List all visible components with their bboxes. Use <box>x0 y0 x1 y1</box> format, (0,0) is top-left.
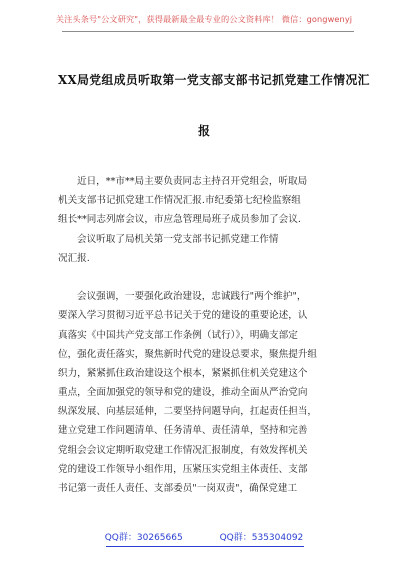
footer-qq-group-2: QQ群：535304092 <box>219 533 304 543</box>
footer-qq-group-1: QQ群：30265665 <box>104 533 183 543</box>
body-line: 织力，紧紧抓住政治建设这个根本，紧紧抓住机关党建这个 <box>58 367 308 379</box>
body-line: 真落实《中国共产党支部工作条例（试行）》，明确支部定 <box>58 329 298 341</box>
body-line: 组长**同志列席会议，市应急管理局班子成员参加了会议. <box>58 214 301 226</box>
document-body <box>58 172 356 498</box>
body-line: 位，强化责任落实，聚焦新时代党的建设总要求，聚焦提升组 <box>58 348 318 360</box>
body-line: 重点，全面加强党的领导和党的建设，推动全面从严治党向 <box>58 387 308 399</box>
footer-underline <box>106 546 304 547</box>
body-line: 况汇报. <box>58 252 90 264</box>
body-line: 会议听取了局机关第一党支部书记抓党建工作情 <box>77 233 279 245</box>
footer-contacts <box>0 530 408 543</box>
document-title-continuation: 报 <box>198 124 210 138</box>
body-line: 近日，**市**局主要负责同志主持召开党组会，听取局 <box>77 176 308 187</box>
paragraph-spacer <box>58 268 356 287</box>
header-banner: 关注头条号"公文研究"，获得最新最全最专业的公文资料库！ 微信：gongwenyj <box>55 14 353 24</box>
body-line: 机关支部书记抓党建工作情况汇报.市纪委第七纪检监察组 <box>58 195 301 207</box>
header-divider <box>62 31 354 32</box>
body-line: 党组会会议定期听取党建工作情况汇报制度，有效发挥机关 <box>58 444 308 456</box>
body-line: 书记第一责任人责任、支部委员"一岗双责"，确保党建工 <box>58 483 298 494</box>
document-title: XX局党组成员听取第一党支部支部书记抓党建工作情况汇 <box>58 73 370 87</box>
body-line: 会议强调，一要强化政治建设，忠诚践行"两个维护"， <box>77 291 307 303</box>
body-line: 党的建设工作领导小组作用，压紧压实党组主体责任、支部 <box>58 463 308 475</box>
body-line: 纵深发展、向基层延伸，二要坚持问题导向，扛起责任担当， <box>58 406 318 418</box>
body-line: 要深入学习贯彻习近平总书记关于党的建设的重要论述，认 <box>58 310 308 322</box>
body-line: 建立党建工作问题清单、任务清单、责任清单，坚持和完善 <box>58 425 308 437</box>
